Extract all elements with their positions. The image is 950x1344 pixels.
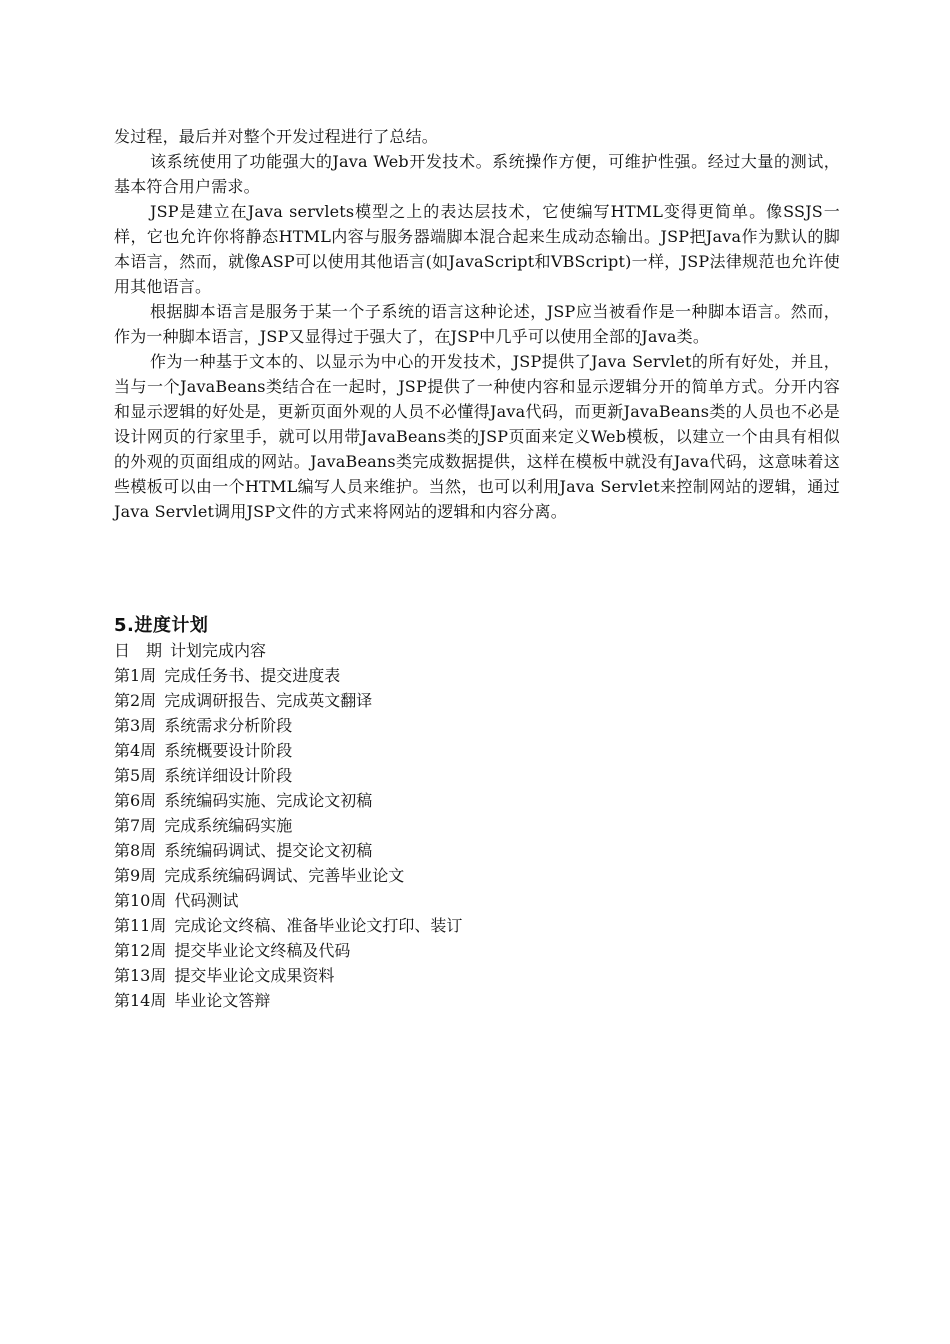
schedule-row [114,838,840,863]
schedule-header-row [114,638,840,663]
schedule-task: 系统需求分析阶段 [164,716,293,735]
schedule-task: 代码测试 [174,891,239,910]
schedule-week: 第1周 [114,666,157,685]
schedule-task: 系统编码实施、完成论文初稿 [164,791,373,810]
paragraph-system-summary: 该系统使用了功能强大的Java Web开发技术。系统操作方便，可维护性强。经过大量的测试，基本符合用户需求。 [114,152,840,196]
schedule-row [114,938,840,963]
schedule-week: 第4周 [114,741,157,760]
schedule-row [114,788,840,813]
schedule-row [114,763,840,788]
schedule-week: 第5周 [114,766,157,785]
schedule-row [114,663,840,688]
schedule-task: 提交毕业论文终稿及代码 [174,941,351,960]
section-spacer [114,524,840,614]
schedule-week: 第2周 [114,691,157,710]
schedule-task: 系统详细设计阶段 [164,766,293,785]
schedule-row [114,963,840,988]
schedule-row [114,713,840,738]
paragraph-jsp-javabeans: 作为一种基于文本的、以显示为中心的开发技术，JSP提供了Java Servlet的所有好处，并且，当与一个JavaBeans类结合在一起时，JSP提供了一种使内容和显示逻辑分开的简单方式。分开内容和显示逻辑的好处是，更新页面外观的人员不必懂得Java代码，而更新JavaBeans类的人员也不必是设计网页的行家里手，就可以用带JavaBeans类的JSP页面来定义Web模板，以建立一个由具有相似的外观的页面组成的网站。JavaBeans类完成数据提供，这样在模板中就没有Java代码，这意味着这些模板可以由一个HTML编写人员来维护。当然，也可以利用Java Servlet来控制网站的逻辑，通过Java Servlet调用JSP文件的方式来将网站的逻辑和内容分离。 [114,352,840,521]
schedule-week: 第11周 [114,916,167,935]
schedule-task: 毕业论文答辩 [174,991,271,1010]
schedule-list [114,638,840,1013]
schedule-task: 完成任务书、提交进度表 [164,666,341,685]
paragraph-jsp-scripting: 根据脚本语言是服务于某一个子系统的语言这种论述，JSP应当被看作是一种脚本语言。然而，作为一种脚本语言，JSP又显得过于强大了，在JSP中几乎可以使用全部的Java类。 [114,302,840,346]
schedule-task: 完成调研报告、完成英文翻译 [164,691,373,710]
schedule-task: 系统编码调试、提交论文初稿 [164,841,373,860]
paragraph-intro-continuation: 发过程，最后并对整个开发过程进行了总结。 [114,127,439,146]
schedule-week: 第14周 [114,991,167,1010]
schedule-task: 完成系统编码调试、完善毕业论文 [164,866,405,885]
schedule-week: 第8周 [114,841,157,860]
schedule-row [114,913,840,938]
schedule-task: 完成系统编码实施 [164,816,293,835]
schedule-week: 第7周 [114,816,157,835]
paragraph-jsp-overview: JSP是建立在Java servlets模型之上的表达层技术，它使编写HTML变得更简单。像SSJS一样，它也允许你将静态HTML内容与服务器端脚本混合起来生成动态输出。JSP把Java作为默认的脚本语言，然而，就像ASP可以使用其他语言(如JavaScript和VBScript)一样，JSP法律规范也允许使用其他语言。 [114,202,840,296]
schedule-row [114,988,840,1013]
schedule-row [114,813,840,838]
schedule-week: 第9周 [114,866,157,885]
schedule-row [114,738,840,763]
schedule-week: 第3周 [114,716,157,735]
schedule-header-week: 日 期 [114,641,163,660]
schedule-header-task: 计划完成内容 [170,641,267,660]
schedule-week: 第12周 [114,941,167,960]
schedule-week: 第13周 [114,966,167,985]
schedule-heading: 5.进度计划 [114,615,209,636]
schedule-week: 第10周 [114,891,167,910]
schedule-task: 完成论文终稿、准备毕业论文打印、装订 [174,916,463,935]
schedule-task: 系统概要设计阶段 [164,741,293,760]
schedule-row [114,863,840,888]
schedule-week: 第6周 [114,791,157,810]
schedule-row [114,688,840,713]
document-page [114,124,840,1013]
schedule-row [114,888,840,913]
schedule-task: 提交毕业论文成果资料 [174,966,335,985]
